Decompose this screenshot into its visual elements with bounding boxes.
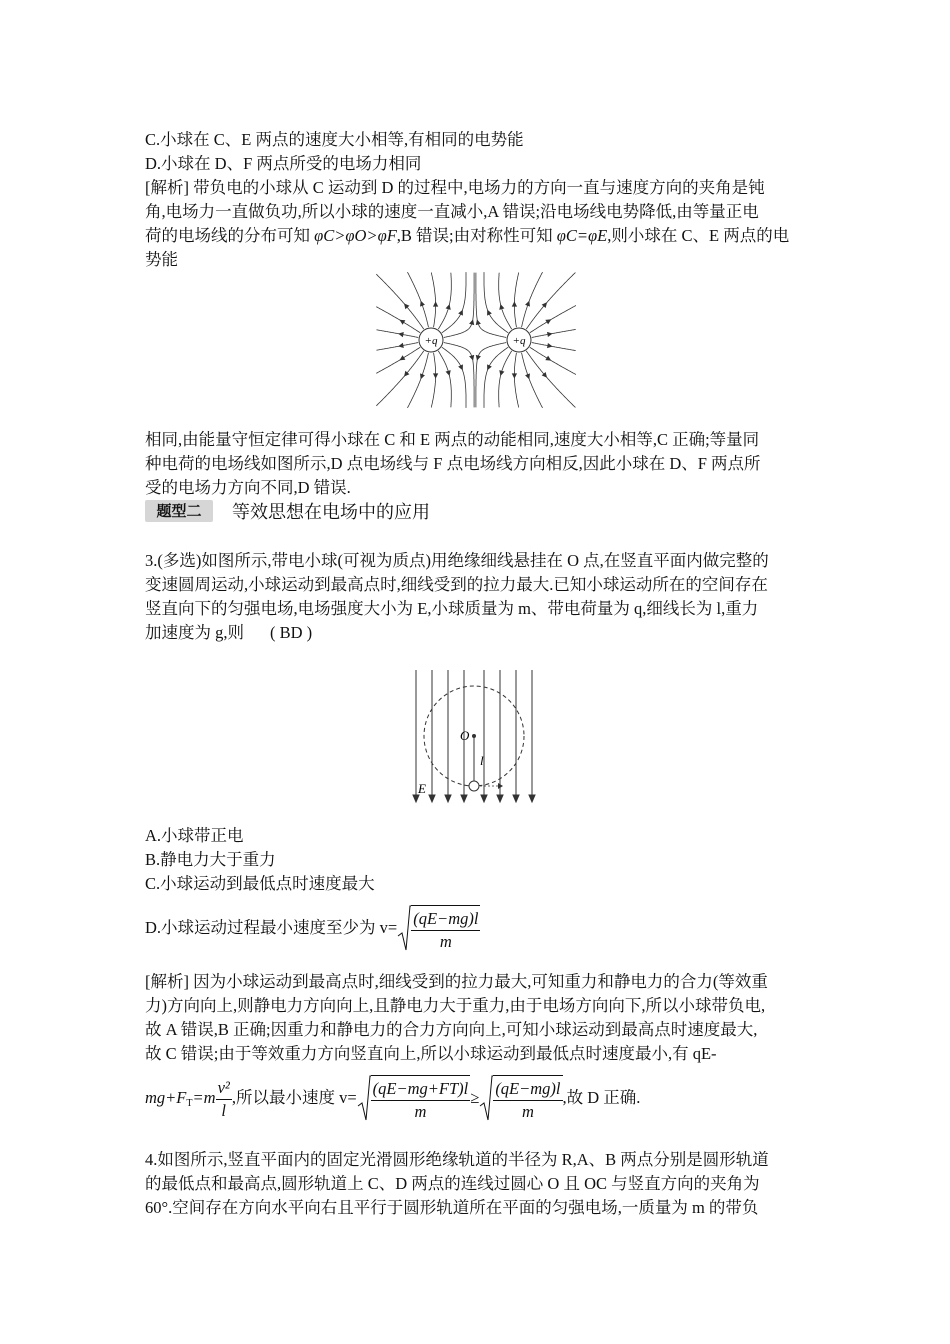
analysis1-line2: 角,电场力一直做负功,所以小球的速度一直减小,A 错误;沿电场线电势降低,由等量正电 (145, 202, 759, 221)
analysis1-line3-part-b: ,B 错误;由对称性可知 (396, 226, 557, 245)
analysis2-line5-end: ,故 D 正确. (562, 1087, 641, 1107)
analysis1-line3-part-c: ,则小球在 C、E 两点的电 (607, 226, 790, 245)
field-lines-figure (376, 272, 576, 408)
q3-line1: 3.(多选)如图所示,带电小球(可视为质点)用绝缘细线悬挂在 O 点,在竖直平面内做完整的 (145, 551, 769, 570)
q3-answer: ( BD ) (270, 623, 313, 642)
fraction-v2-numerator: v² (216, 1077, 232, 1100)
analysis2-line3: 故 A 错误,B 正确;因重力和静电力的合力方向向上,可知小球运动到最高点时速度最大, (145, 1020, 758, 1039)
fraction-2-denominator: m (521, 1102, 534, 1121)
ball (469, 781, 479, 791)
analysis1-line3-part-a: 荷的电场线的分布可知 (145, 226, 315, 245)
analysis2-line5-text: ,所以最小速度 v= (231, 1087, 357, 1107)
uniform-field-arrowhead (413, 795, 419, 802)
fraction-v2-denominator: l (221, 1100, 226, 1120)
analysis2-line1: [解析] 因为小球运动到最高点时,细线受到的拉力最大,可知重力和静电力的合力(等效重 (145, 972, 768, 991)
phi-expression-1: φC>φO>φF (314, 226, 397, 245)
uniform-field-arrowhead (461, 795, 467, 802)
q4-line2: 的最低点和最高点,圆形轨道上 C、D 两点的连线过圆心 O 且 OC 与竖直方向的夹角为 (145, 1174, 760, 1193)
sqrt-formula-2 (479, 1074, 562, 1124)
q4-line1: 4.如图所示,竖直平面内的固定光滑圆形绝缘轨道的半径为 R,A、B 两点分别是圆形轨道 (145, 1150, 769, 1169)
fraction-1-numerator: (qE−mg+FT)l (371, 1078, 471, 1101)
q3-line3: 竖直向下的匀强电场,电场强度大小为 E,小球质量为 m、带电荷量为 q,细线长为 l,重力 (145, 599, 759, 618)
q3-line4-text: 加速度为 g,则 (145, 623, 244, 642)
q3-option-b: B.静电力大于重力 (145, 850, 276, 869)
analysis1-line5: 相同,由能量守恒定律可得小球在 C 和 E 两点的动能相同,速度大小相等,C 正确;等量同 (145, 430, 760, 449)
fraction-2-numerator: (qE−mg)l (493, 1078, 562, 1101)
uniform-field-arrowhead (513, 795, 519, 802)
analysis1-line4: 势能 (145, 250, 178, 269)
q3-option-d-text: D.小球运动过程最小速度至少为 v= (145, 917, 398, 937)
uniform-field-arrowhead (445, 795, 451, 802)
option-c-text: C.小球在 C、E 两点的速度大小相等,有相同的电势能 (145, 130, 524, 149)
analysis2-line4: 故 C 错误;由于等效重力方向竖直向上,所以小球运动到最低点时速度最小,有 qE- (145, 1044, 717, 1063)
left-charge-label: +q (424, 335, 438, 347)
q3-line4 (145, 621, 810, 645)
q4-line3: 60°.空间存在方向水平向右且平行于圆形轨道所在平面的匀强电场,一质量为 m 的带负 (145, 1198, 759, 1217)
label-l: l (480, 753, 484, 768)
fraction-2 (493, 1075, 562, 1123)
fraction-1-denominator: m (414, 1102, 427, 1121)
uniform-field-arrowhead (529, 795, 535, 802)
fraction-v2-l (216, 1077, 232, 1122)
uniform-field-arrowhead (497, 795, 503, 802)
uniform-field-arrowhead (481, 795, 487, 802)
label-e: E (418, 781, 426, 796)
eq-eq-m: =m (192, 1087, 216, 1107)
eq-subscript-t: T (186, 1097, 193, 1109)
q3-option-d (145, 904, 810, 960)
fraction-d-numerator: (qE−mg)l (411, 908, 480, 931)
uniform-field-arrowhead (429, 795, 435, 802)
analysis1-line3 (145, 224, 810, 248)
analysis1-line1: [解析] 带负电的小球从 C 运动到 D 的过程中,电场力的方向一直与速度方向的夹角是钝 (145, 178, 765, 197)
eq-mg-f: mg+F (145, 1087, 187, 1107)
section-tag: 题型二 (145, 500, 213, 522)
fraction-d-denominator: m (439, 932, 452, 951)
option-d-text: D.小球在 D、F 两点所受的电场力相同 (145, 154, 422, 173)
analysis1-line7: 受的电场力方向不同,D 错误. (145, 478, 351, 497)
analysis2-line2: 力)方向向上,则静电力方向向上,且静电力大于重力,由于电场方向向下,所以小球带负电, (145, 996, 766, 1015)
section-title: 等效思想在电场中的应用 (232, 502, 430, 522)
right-charge-label: +q (512, 335, 526, 347)
q3-option-a: A.小球带正电 (145, 826, 244, 845)
phi-expression-2: φC=φE (556, 226, 608, 245)
label-o: O (460, 728, 470, 743)
sqrt-formula-d (397, 904, 480, 954)
pivot-point (472, 734, 476, 738)
analysis1-line6: 种电荷的电场线如图所示,D 点电场线与 F 点电场线方向相反,因此小球在 D、F 两点所 (145, 454, 761, 473)
sqrt-formula-1 (357, 1074, 471, 1124)
analysis2-line5 (145, 1074, 810, 1134)
q3-option-c: C.小球运动到最低点时速度最大 (145, 874, 375, 893)
geq-symbol: ≥ (470, 1087, 480, 1107)
fraction-d (411, 905, 480, 953)
fraction-1 (371, 1075, 471, 1123)
q3-line2: 变速圆周运动,小球运动到最高点时,细线受到的拉力最大.已知小球运动所在的空间存在 (145, 575, 768, 594)
circular-motion-figure (408, 668, 544, 804)
